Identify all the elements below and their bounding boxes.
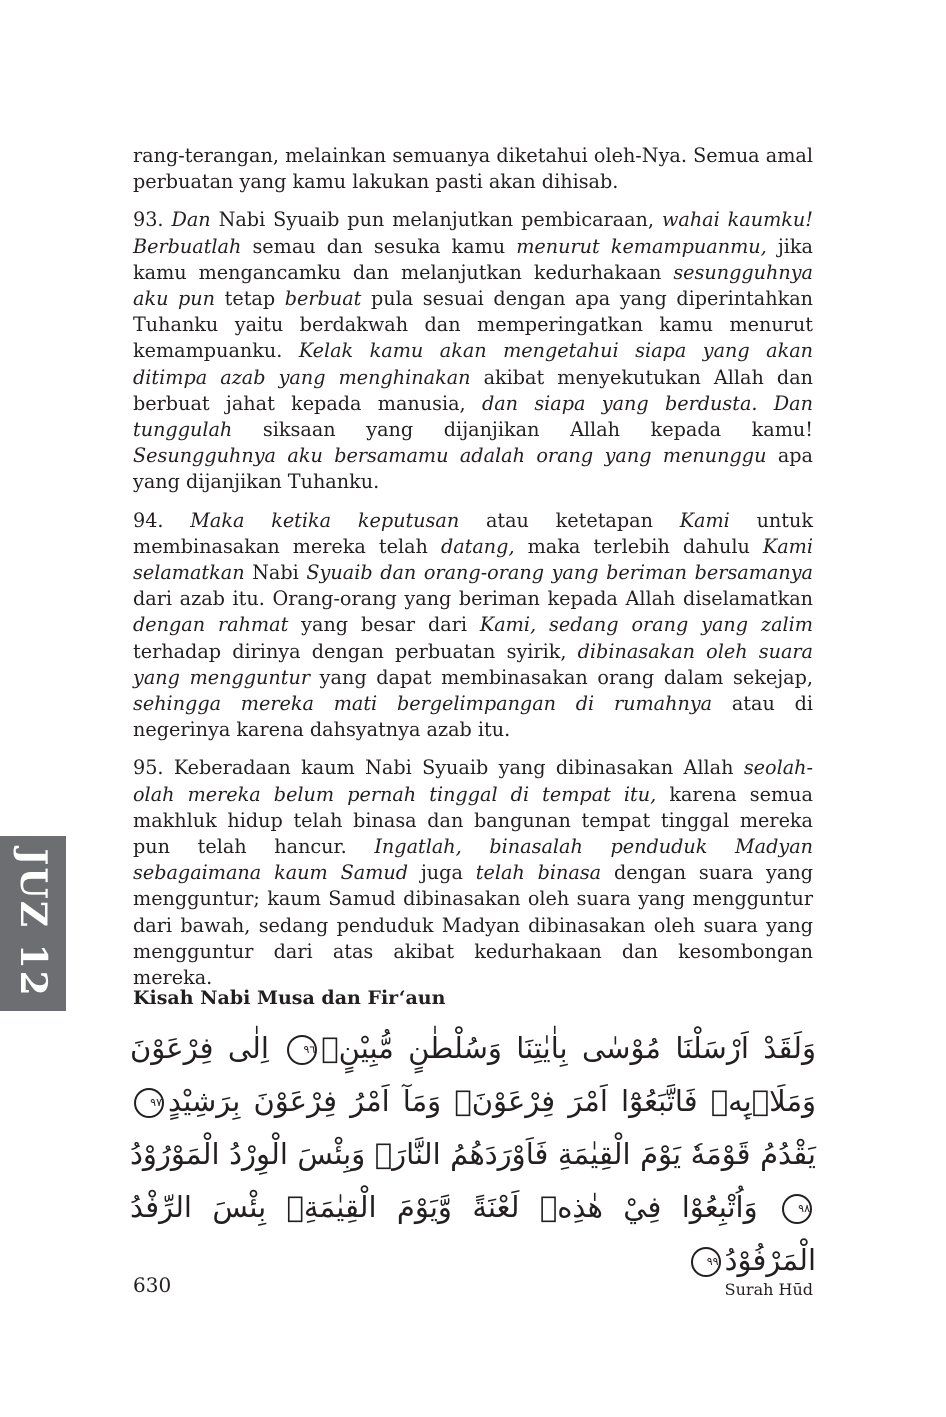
paragraph-p94	[133, 508, 813, 744]
italic-segment: dibinasakan oleh suara yang mengguntur	[133, 639, 814, 689]
text-segment: tetap	[215, 287, 285, 311]
italic-segment: Kami, sedang orang yang zalim	[479, 613, 813, 637]
text-segment: siksaan yang dijanjikan Allah kepada kamu!	[232, 418, 813, 442]
text-segment: Nabi	[244, 561, 307, 585]
text-segment: atau di negerinya karena dahsyatnya azab itu.	[133, 692, 813, 742]
text-segment: akibat menyekutukan Allah dan berbuat jahat kepada manusia,	[133, 365, 814, 415]
page-number: 630	[133, 1273, 172, 1297]
text-segment: yang besar dari	[288, 613, 480, 637]
italic-segment: berbuat	[284, 287, 362, 311]
text-segment: atau ketetapan	[459, 508, 680, 532]
italic-segment: sesungguhnya aku pun	[133, 260, 813, 311]
ayah-number-marker: ٩٦	[287, 1035, 317, 1065]
text-segment: jika kamu mengancamku dan melanjutkan kedurhakaan	[133, 234, 813, 284]
italic-segment: telah binasa	[475, 861, 602, 885]
body-text	[133, 143, 813, 1003]
italic-segment: Kami	[679, 508, 730, 532]
quran-verses	[130, 1022, 816, 1287]
italic-segment: Maka ketika keputusan	[190, 508, 460, 532]
paragraph-p0	[133, 143, 813, 195]
italic-segment: dan siapa yang berdusta. Dan tunggulah	[133, 391, 813, 442]
text-segment: dari azab itu. Orang-orang yang beriman kepada Allah diselamatkan	[133, 587, 813, 611]
section-heading: Kisah Nabi Musa dan Fir‘aun	[133, 987, 446, 1009]
italic-segment: seolah-olah mereka belum pernah tinggal di tempat itu,	[133, 756, 813, 806]
verse-text: وَاُتْبِعُوْا فِيْ هٰذِهٖ لَعْنَةً وَّيَوْمَ الْقِيٰمَةِۗ بِئْسَ الرِّفْدُ الْمَرْفُوْدُ	[130, 1190, 816, 1277]
italic-segment: datang,	[440, 534, 515, 558]
italic-segment: menurut kemampuanmu,	[516, 234, 767, 258]
text-segment: rang-terangan, melainkan semuanya diketahui oleh-Nya. Semua amal perbuatan yang kamu lakukan pasti akan dihisab.	[133, 144, 813, 194]
text-segment: 93.	[133, 208, 172, 232]
text-segment: yang dapat membinasakan orang dalam sekejap,	[310, 665, 813, 689]
italic-segment: Kami selamatkan	[133, 534, 813, 585]
text-segment: Nabi Syuaib pun melanjutkan pembicaraan,	[210, 208, 662, 232]
text-segment: karena semua makhluk hidup telah binasa dan bangunan tempat tinggal mereka pun telah hancur.	[133, 782, 813, 859]
ayah-number-marker: ٩٧	[134, 1088, 164, 1118]
text-segment: pula sesuai dengan apa yang diperintahkan Tuhanku yaitu berdakwah dan memperingatkan kamu menurut kemampuanku.	[133, 287, 813, 363]
italic-segment: dengan rahmat	[133, 613, 289, 637]
italic-segment: Kelak kamu akan mengetahui siapa yang akan ditimpa azab yang menghinakan	[133, 339, 813, 389]
verse-text: يَقْدُمُ قَوْمَهٗ يَوْمَ الْقِيٰمَةِ فَاَوْرَدَهُمُ النَّارَۗ وَبِئْسَ الْوِرْدُ الْمَوْرُوْدُ	[130, 1137, 816, 1171]
ayah-number-marker: ٩٨	[782, 1194, 812, 1224]
text-segment: untuk membinasakan mereka telah	[133, 508, 813, 558]
verse-text: وَلَقَدْ اَرْسَلْنَا مُوْسٰى بِاٰيٰتِنَا وَسُلْطٰنٍ مُّبِيْنٍۙ	[321, 1031, 816, 1065]
verse-text: اِلٰى فِرْعَوْنَ وَمَلَا۟ىِٕهٖ فَاتَّبَعُوْٓا اَمْرَ فِرْعَوْنَۚ وَمَآ اَمْرُ فِرْعَوْنَ بِرَشِيْدٍ	[130, 1031, 816, 1118]
surah-footer: Surah Hūd	[724, 1280, 813, 1299]
paragraph-p95	[133, 755, 813, 991]
text-segment: juga	[407, 861, 476, 885]
italic-segment: Syuaib dan orang-orang yang beriman bersamanya	[306, 561, 813, 585]
paragraph-p93	[133, 207, 813, 495]
juz-label: JUZ 12	[12, 848, 54, 998]
text-segment: terhadap dirinya dengan perbuatan syirik,	[133, 639, 578, 663]
italic-segment: sehingga mereka mati bergelimpangan di rumahnya	[133, 692, 713, 716]
text-segment: apa yang dijanjikan Tuhanku.	[133, 444, 813, 494]
italic-segment: Sesungguhnya aku bersamamu adalah orang yang menunggu	[133, 444, 767, 468]
italic-segment: wahai kaumku! Berbuatlah	[133, 208, 813, 258]
ayah-number-marker: ٩٩	[691, 1247, 721, 1277]
text-segment: maka terlebih dahulu	[514, 534, 763, 558]
text-segment: semau dan sesuka kamu	[241, 234, 517, 258]
text-segment: dengan suara yang mengguntur; kaum Samud dibinasakan oleh suara yang mengguntur dari bawah, sedang penduduk Madyan dibinasakan oleh suara yang mengguntur dari atas akibat kedurhakaan dan kesombongan mereka.	[133, 861, 813, 990]
italic-segment: Ingatlah, binasalah penduduk Madyan sebagaimana kaum Samud	[133, 835, 814, 885]
text-segment: 94.	[133, 508, 191, 532]
italic-segment: Dan	[171, 208, 211, 232]
text-segment: 95. Keberadaan kaum Nabi Syuaib yang dibinasakan Allah	[133, 756, 744, 780]
